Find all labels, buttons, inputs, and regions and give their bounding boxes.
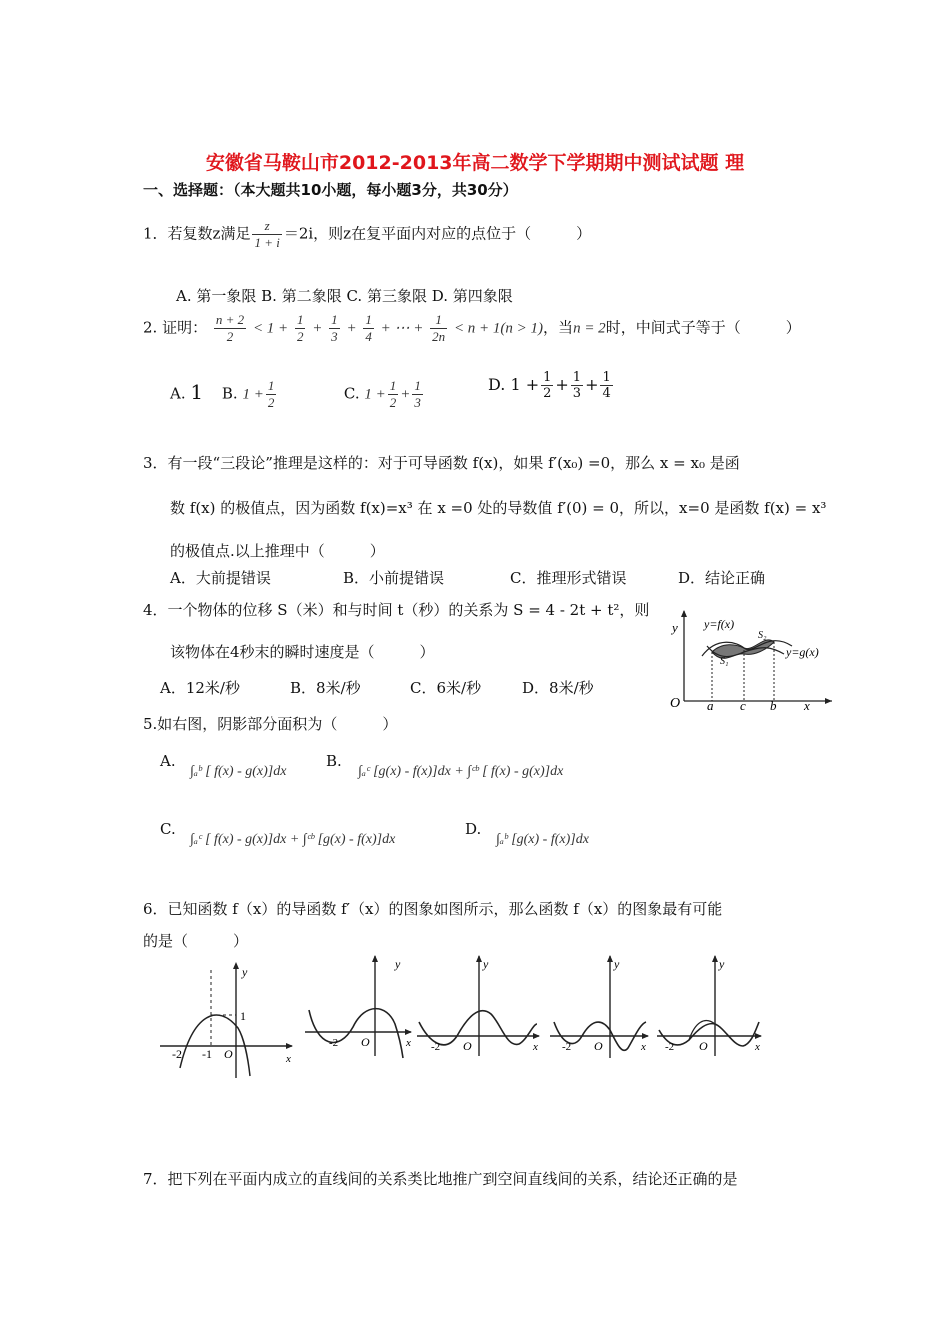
y-axis-arrow xyxy=(476,955,482,962)
q4-line-1: 4．一个物体的位移 S（米）和与时间 t（秒）的关系为 S = 4 - 2t + t²，则 xyxy=(143,601,650,619)
q1-fraction xyxy=(252,218,281,251)
x-label: x xyxy=(406,1037,411,1049)
q6-candidate-2 xyxy=(415,952,545,1062)
y-label: y xyxy=(395,957,401,971)
q2-frac-4 xyxy=(363,312,374,345)
frac-den: 2 xyxy=(226,329,234,344)
q2-frac-2 xyxy=(295,312,306,345)
frac-den: 2 xyxy=(389,395,397,410)
q2-opt-d-label: D. xyxy=(488,375,506,394)
q3-option-a: A．大前提错误 xyxy=(170,569,271,587)
origin-label: O xyxy=(699,1039,708,1053)
q5-area-figure xyxy=(662,606,842,714)
x-axis-arrow xyxy=(825,698,832,704)
q6-line-2: 的是（ ） xyxy=(143,932,249,950)
x-label: x xyxy=(286,1053,291,1065)
f-label: y=f(x) xyxy=(704,617,735,631)
s2-label: S₂ xyxy=(758,630,767,641)
x-label: x xyxy=(641,1041,646,1053)
x-axis-arrow xyxy=(755,1033,762,1039)
frac-num: 1 xyxy=(414,378,421,393)
minus-2-label: -2 xyxy=(329,1037,339,1049)
q5-opt-a: ∫ₐᵇ [ f(x) - g(x)]dx xyxy=(190,764,287,779)
q2-plus: + xyxy=(346,320,357,337)
q1-stem-b: ＝2i，则z在复平面内对应的点位于（ ） xyxy=(283,224,592,243)
origin-label: O xyxy=(224,1047,233,1061)
frac-num: 1 xyxy=(602,370,611,385)
q1-frac-den: 1 + i xyxy=(254,235,280,250)
q5-opt-b-label: B. xyxy=(326,752,342,770)
s1-label: S₁ xyxy=(720,656,729,667)
q2-stem-c: 时，中间式子等于（ ） xyxy=(605,318,801,337)
q2-expr: < 1 + xyxy=(252,320,289,337)
section-heading: 一、选择题：（本大题共10小题，每小题3分，共30分） xyxy=(143,181,518,199)
curve xyxy=(309,1009,403,1058)
q3-option-d: D．结论正确 xyxy=(678,569,766,587)
q1-frac-num: z xyxy=(252,218,281,235)
q5-opt-c: ∫ₐᶜ [ f(x) - g(x)]dx + ∫ᶜᵇ [g(x) - f(x)]dx xyxy=(190,832,396,847)
frac-num: 1 xyxy=(543,370,552,385)
q4-option-b: B．8米/秒 xyxy=(290,679,361,697)
y-axis-arrow xyxy=(233,962,239,969)
q2-frac-5 xyxy=(430,312,447,345)
frac-den: 3 xyxy=(572,386,582,401)
q2-opt-b-frac xyxy=(266,378,277,411)
origin-label: O xyxy=(463,1039,472,1053)
q1-options: A. 第一象限 B. 第二象限 C. 第三象限 D. 第四象限 xyxy=(176,287,513,305)
frac-den: 2n xyxy=(432,329,446,344)
frac-den: 2 xyxy=(267,395,275,410)
q2-stem-b: ，当 xyxy=(543,318,574,337)
q2-opt-b-expr: 1 + xyxy=(242,386,264,403)
q2-options-abc xyxy=(170,378,425,411)
q3-line-3: 的极值点.以上推理中（ ） xyxy=(170,542,385,560)
origin-label: O xyxy=(594,1039,603,1053)
question-1 xyxy=(143,218,591,251)
x-axis-arrow xyxy=(533,1033,540,1039)
q7-line-1: 7．把下列在平面内成立的直线间的关系类比地推广到空间直线间的关系，结论还正确的是 xyxy=(143,1170,738,1188)
y-axis-arrow xyxy=(712,955,718,962)
y-label: y xyxy=(242,965,248,979)
q5-stem: 5.如右图，阴影部分面积为（ ） xyxy=(143,715,398,733)
minus-2-label: -2 xyxy=(665,1041,675,1053)
q4-option-a: A．12米/秒 xyxy=(160,679,240,697)
frac-num: 1 xyxy=(389,378,397,393)
b-label: b xyxy=(770,698,777,713)
x-axis-arrow xyxy=(642,1033,649,1039)
q2-opt-d-frac3 xyxy=(600,370,612,401)
q5-opt-a-label: A. xyxy=(160,752,176,770)
q2-opt-b-label: B. xyxy=(221,384,238,403)
q2-plus: + xyxy=(312,320,323,337)
minus-2-label: -2 xyxy=(431,1041,441,1053)
frac-num: 1 xyxy=(267,378,275,393)
frac-num: 1 xyxy=(296,312,304,327)
y-label: y xyxy=(672,620,678,635)
q2-option-d xyxy=(488,370,615,401)
q2-expr: < n + 1(n > 1) xyxy=(453,320,544,337)
q4-line-2: 该物体在4秒末的瞬时速度是（ ） xyxy=(170,643,435,661)
frac-den: 2 xyxy=(543,386,552,401)
q2-frac-3 xyxy=(329,312,340,345)
q2-opt-d-expr: 1 + xyxy=(510,375,540,394)
minus-1-label: -1 xyxy=(202,1047,212,1061)
q2-plus: + xyxy=(400,386,411,403)
curve xyxy=(419,1011,537,1045)
x-label: x xyxy=(755,1041,760,1053)
q2-opt-c-frac2 xyxy=(412,378,423,411)
q2-opt-c-expr: 1 + xyxy=(364,386,386,403)
one-label: 1 xyxy=(240,1009,246,1023)
frac-den: 4 xyxy=(365,329,372,344)
q6-line-1: 6．已知函数 f（x）的导函数 f′（x）的图象如图所示，那么函数 f（x）的图象最有可能 xyxy=(143,900,723,918)
q5-opt-b: ∫ₐᶜ [g(x) - f(x)]dx + ∫ᶜᵇ [ f(x) - g(x)]dx xyxy=(358,764,564,779)
q5-opt-d-label: D. xyxy=(465,820,482,838)
x-label: x xyxy=(804,698,810,713)
q2-plus: + xyxy=(555,375,569,394)
minus-2-label: -2 xyxy=(172,1047,182,1061)
q3-option-c: C．推理形式错误 xyxy=(510,569,627,587)
x-axis-arrow xyxy=(286,1043,293,1049)
origin-label: O xyxy=(361,1035,370,1049)
q2-cond: n = 2 xyxy=(573,320,606,337)
q2-stem-a: 2. 证明： xyxy=(143,318,208,337)
q2-expr: + ⋯ + xyxy=(380,320,424,337)
q6-derivative-graph xyxy=(158,958,298,1083)
y-label: y xyxy=(483,957,489,971)
q2-opt-a-value: 1 xyxy=(190,379,204,404)
a-label: a xyxy=(707,698,714,713)
y-axis-arrow xyxy=(681,610,687,617)
question-2 xyxy=(143,312,801,345)
frac-den: 4 xyxy=(602,386,611,401)
frac-den: 3 xyxy=(414,395,421,410)
frac-den: 3 xyxy=(331,329,338,344)
q5-opt-d: ∫ₐᵇ [g(x) - f(x)]dx xyxy=(496,832,589,847)
y-label: y xyxy=(719,957,725,971)
q4-option-c: C．6米/秒 xyxy=(410,679,482,697)
q2-opt-d-frac2 xyxy=(571,370,583,401)
q3-line-2: 数 f(x) 的极值点，因为函数 f(x)=x³ 在 x =0 处的导数值 f′(0) = 0，所以，x=0 是函数 f(x) = x³ xyxy=(170,499,827,517)
q6-candidate-1 xyxy=(303,952,415,1062)
q2-frac-1 xyxy=(214,312,246,345)
q2-plus: + xyxy=(585,375,599,394)
q2-opt-d-frac1 xyxy=(541,370,553,401)
q4-option-d: D．8米/秒 xyxy=(522,679,594,697)
q6-candidate-4 xyxy=(655,952,767,1062)
frac-num: 1 xyxy=(430,312,447,329)
q2-opt-a-label: A. xyxy=(170,384,186,403)
frac-den: 2 xyxy=(296,329,304,344)
frac-num: 1 xyxy=(572,370,582,385)
q6-candidate-3 xyxy=(548,952,652,1062)
q3-line-1: 3．有一段“三段论”推理是这样的：对于可导函数 f(x)，如果 f′(x₀) =0，那么 x = x₀ 是函 xyxy=(143,454,740,472)
x-axis-arrow xyxy=(405,1029,412,1035)
q1-stem-a: 1．若复数z满足 xyxy=(143,224,251,243)
page-title: 安徽省马鞍山市2012-2013年高二数学下学期期中测试试题 理 xyxy=(205,152,745,174)
q2-opt-c-label: C. xyxy=(343,384,360,403)
g-label: y=g(x) xyxy=(786,645,819,659)
y-axis-arrow xyxy=(607,955,613,962)
y-label: y xyxy=(614,957,620,971)
q2-opt-c-frac1 xyxy=(388,378,399,411)
x-label: x xyxy=(533,1041,538,1053)
frac-num: 1 xyxy=(365,312,372,327)
c-label: c xyxy=(740,698,746,713)
minus-2-label: -2 xyxy=(562,1041,572,1053)
y-axis-arrow xyxy=(372,955,378,962)
q5-opt-c-label: C. xyxy=(160,820,176,838)
q3-option-b: B．小前提错误 xyxy=(343,569,445,587)
frac-num: 1 xyxy=(331,312,338,327)
frac-num: n + 2 xyxy=(215,312,245,327)
origin-label: O xyxy=(670,696,681,711)
